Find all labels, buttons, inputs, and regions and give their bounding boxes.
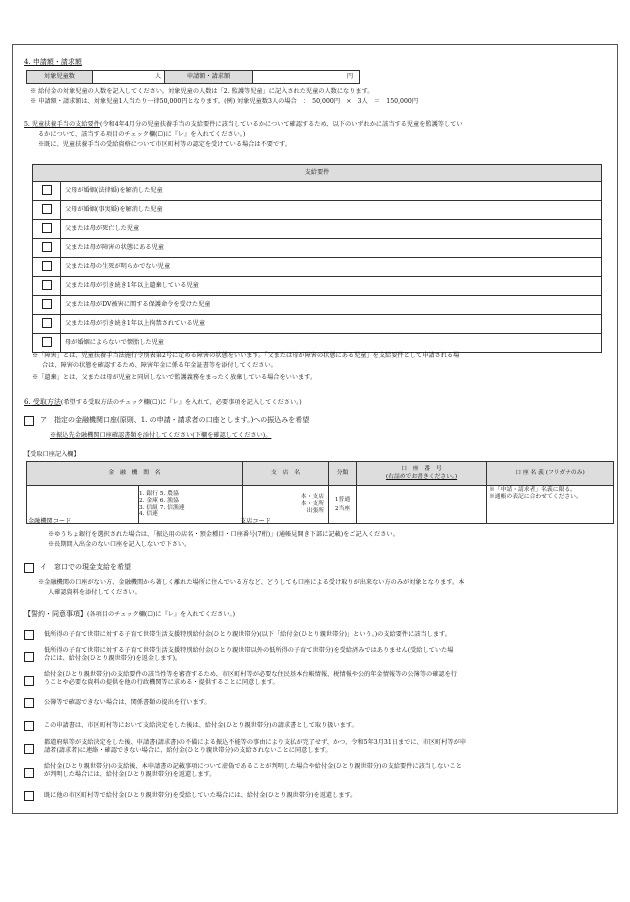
section5-text3: ※既に、児童扶養手当の受給資格について市区町村等の認定を受けている場合は不要です。 bbox=[38, 141, 292, 148]
checkbox[interactable] bbox=[42, 223, 52, 233]
requirement-item: 母が婚姻によらないで懐胎した児童 bbox=[61, 334, 602, 353]
checkbox[interactable] bbox=[42, 185, 52, 195]
children-label: 対象児童数 bbox=[27, 71, 93, 84]
consent-checkbox[interactable] bbox=[24, 744, 34, 754]
account-holder-field[interactable]: ※「申請・請求者」名義に限る。 ※通帳の表記に合わせてください。 bbox=[487, 486, 614, 524]
consent-item: 給付金(ひとり親世帯分)の支給要件の該当性等を審査するため、市区町村等が必要な住民基本台帳情報、税情報や公的年金情報等の公簿等の確認を行 うことや必要な資料の提供を他の行政機関等に求める・提供することに同意します。 bbox=[44, 671, 457, 686]
checkbox[interactable] bbox=[42, 299, 52, 309]
account-section-title: 【受取口座記入欄】 bbox=[24, 451, 80, 458]
account-table bbox=[26, 461, 614, 524]
consent-checkbox[interactable] bbox=[24, 768, 34, 778]
section5-note1: ※「障害」とは、児童扶養手当法施行令別表第2号に定める障害の状態をいいます。「父または母が障害の状態にある児童」を支給要件として申請される場 bbox=[32, 352, 460, 359]
requirement-item: 父または母が引き続き1年以上遺棄している児童 bbox=[61, 277, 602, 296]
option-a-checkbox[interactable] bbox=[24, 416, 34, 426]
requirement-item: 父または母が死亡した児童 bbox=[61, 220, 602, 239]
requirements-table bbox=[32, 164, 602, 353]
branch-type-options: 本・支店 本・支所 出張所 bbox=[243, 486, 329, 524]
option-b-note2: 人確認資料を添付してください。 bbox=[48, 589, 141, 596]
children-count-field[interactable]: 人 bbox=[93, 71, 165, 84]
requirement-item: 父母が婚姻(法律婚)を解消した児童 bbox=[61, 182, 602, 201]
section6-title-line: 6. 受取方法(希望する受取方法のチェック欄(☐)に『レ』を入れて、必要事項を記入してください。) bbox=[24, 398, 302, 406]
long-term-note: ※長期間入出金のない口座を記入しないで下さい。 bbox=[48, 541, 191, 548]
consent-item: 給付金(ひとり親世帯分)の支給後、本申請書の記載事項について虚偽であることが判明した場合や給付金(ひとり親世帯分)の支給要件に該当しないこと が判明した場合には、給付金(ひとり親世帯分)を返還します。 bbox=[44, 763, 462, 778]
requirement-item: 父または母がDV被害に関する保護命令を受けた児童 bbox=[61, 296, 602, 315]
account-holder-header: 口 座 名 義 (フリガナのみ) bbox=[487, 462, 614, 486]
consent-checkbox[interactable] bbox=[24, 630, 34, 640]
bank-type-options: 1. 銀行 5. 農協 2. 金庫 6. 漁協 3. 信組 7. 信漁連 4. 信連 bbox=[139, 486, 243, 524]
yucho-note: ※ゆうちょ銀行を選択された場合は、「振込用の店名・預金種目・口座番号(7桁)」(通帳見開き下部に記載)をご記入ください。 bbox=[48, 531, 399, 538]
option-b-checkbox[interactable] bbox=[24, 563, 34, 573]
bank-code-label: 金融機関コード bbox=[28, 518, 72, 525]
amount-label: 申請額・請求額 bbox=[165, 71, 253, 84]
consent-title-line: 【誓約・同意事項】(各項目のチェック欄(☐)に『レ』を入れてください。) bbox=[24, 610, 236, 618]
consent-checkbox[interactable] bbox=[24, 791, 34, 801]
account-type-options[interactable]: 1普通 2当座 bbox=[329, 486, 357, 524]
checkbox[interactable] bbox=[42, 318, 52, 328]
amount-table bbox=[26, 70, 360, 84]
section4-note2: ※ 申請額・請求額は、対象児童1人当たり一律50,000円となります。(例) 対象児童数3人の場合 ： 50,000円 × 3人 ＝ 150,000円 bbox=[30, 98, 419, 105]
option-b-note1: ※金融機関の口座がない方、金融機関から著しく離れた場所に住んでいる方など、どうしても口座による受け取りが出来ない方のみが対象となります。本 bbox=[38, 579, 465, 586]
consent-item: 低所得の子育て世帯に対する子育て世帯生活支援特別給付金(ひとり親世帯以外の低所得の子育て世帯分)を受給済みではありません(受給していた場 合には、給付金(ひとり親世帯分)を返金します)。 bbox=[44, 647, 454, 662]
consent-item: 既に他の市区町村等で給付金(ひとり親世帯分)を受給していた場合には、給付金(ひとり親世帯分)を返還します。 bbox=[44, 792, 357, 799]
section4-note1: ※ 給付金の対象児童の人数を記入してください。対象児童の人数は「2. 監護等児童」に記入された児童の人数になります。 bbox=[30, 88, 374, 95]
option-a-label: ア 指定の金融機関口座(原則、1. の申請・請求者の口座とします。)への振込みを希望 bbox=[40, 416, 310, 424]
consent-item: この申請書は、市区町村等において支給決定をした後は、給付金(ひとり親世帯分)の請求書として取り扱います。 bbox=[44, 722, 358, 729]
account-type-header: 分類 bbox=[329, 462, 357, 486]
section5-note2: 合は、障害の状態を確認するため、障害年金に係る年金証書等を添付してください。 bbox=[42, 362, 277, 369]
option-a-note: ※振込先金融機関口座確認書類を添付してください(下欄を確認してください)。 bbox=[50, 432, 272, 439]
consent-item: 都道府県等が支給決定をした後、申請書(請求書)の不備による振込不能等の事由により支払が完了せず、かつ、令和5年3月31日までに、市区町村等が申 請者(請求者)に連絡・確認できない場合に、給付金(ひとり親世帯分)の支給されないことに同意します。 bbox=[44, 739, 467, 754]
consent-checkbox[interactable] bbox=[24, 652, 34, 662]
requirement-item: 父または母の生死が明らかでない児童 bbox=[61, 258, 602, 277]
requirement-item: 父または母が引き続き1年以上拘禁されている児童 bbox=[61, 315, 602, 334]
checkbox[interactable] bbox=[42, 204, 52, 214]
option-b-label: イ 窓口での現金支給を希望 bbox=[40, 563, 131, 571]
consent-checkbox[interactable] bbox=[24, 676, 34, 686]
branch-name-header: 支 店 名 bbox=[243, 462, 329, 486]
account-number-field[interactable] bbox=[357, 486, 487, 524]
checkbox[interactable] bbox=[42, 337, 52, 347]
checkbox[interactable] bbox=[42, 261, 52, 271]
requirements-header: 支給要件 bbox=[33, 165, 602, 182]
section5-text1: 5. 児童扶養手当の支給要件(令和4年4月分の児童扶養手当の支給要件に該当しているかについて確認するため、以下のいずれかに該当する児童を監護等してい bbox=[24, 121, 463, 128]
bank-name-header: 金 融 機 関 名 bbox=[27, 462, 243, 486]
requirement-item: 父母が婚姻(事実婚)を解消した児童 bbox=[61, 201, 602, 220]
section4-title: 4. 申請額・請求額 bbox=[24, 58, 82, 66]
consent-checkbox[interactable] bbox=[24, 698, 34, 708]
amount-field[interactable]: 円 bbox=[253, 71, 360, 84]
requirement-item: 父または母が障害の状態にある児童 bbox=[61, 239, 602, 258]
section5-note3: ※「遺棄」とは、父または母が児童と同居しないで監護義務をまったく放棄している場合をいいます。 bbox=[32, 374, 317, 381]
checkbox[interactable] bbox=[42, 280, 52, 290]
consent-checkbox[interactable] bbox=[24, 721, 34, 731]
consent-item: 低所得の子育て世帯に対する子育て世帯生活支援特別給付金(ひとり親世帯分)(以下「給付金(ひとり親世帯分)」という。)の支給要件に該当します。 bbox=[44, 631, 451, 638]
account-number-header: 口 座 番 号 (右詰めでお書きください。) bbox=[357, 462, 487, 486]
consent-item: 公簿等で確認できない場合は、関係書類の提出を行います。 bbox=[44, 699, 211, 706]
branch-code-label: 支店コード bbox=[240, 518, 271, 525]
checkbox[interactable] bbox=[42, 242, 52, 252]
section5-text2: るかについて、該当する項目のチェック欄(☐)に『レ』を入れてください。) bbox=[38, 131, 246, 138]
